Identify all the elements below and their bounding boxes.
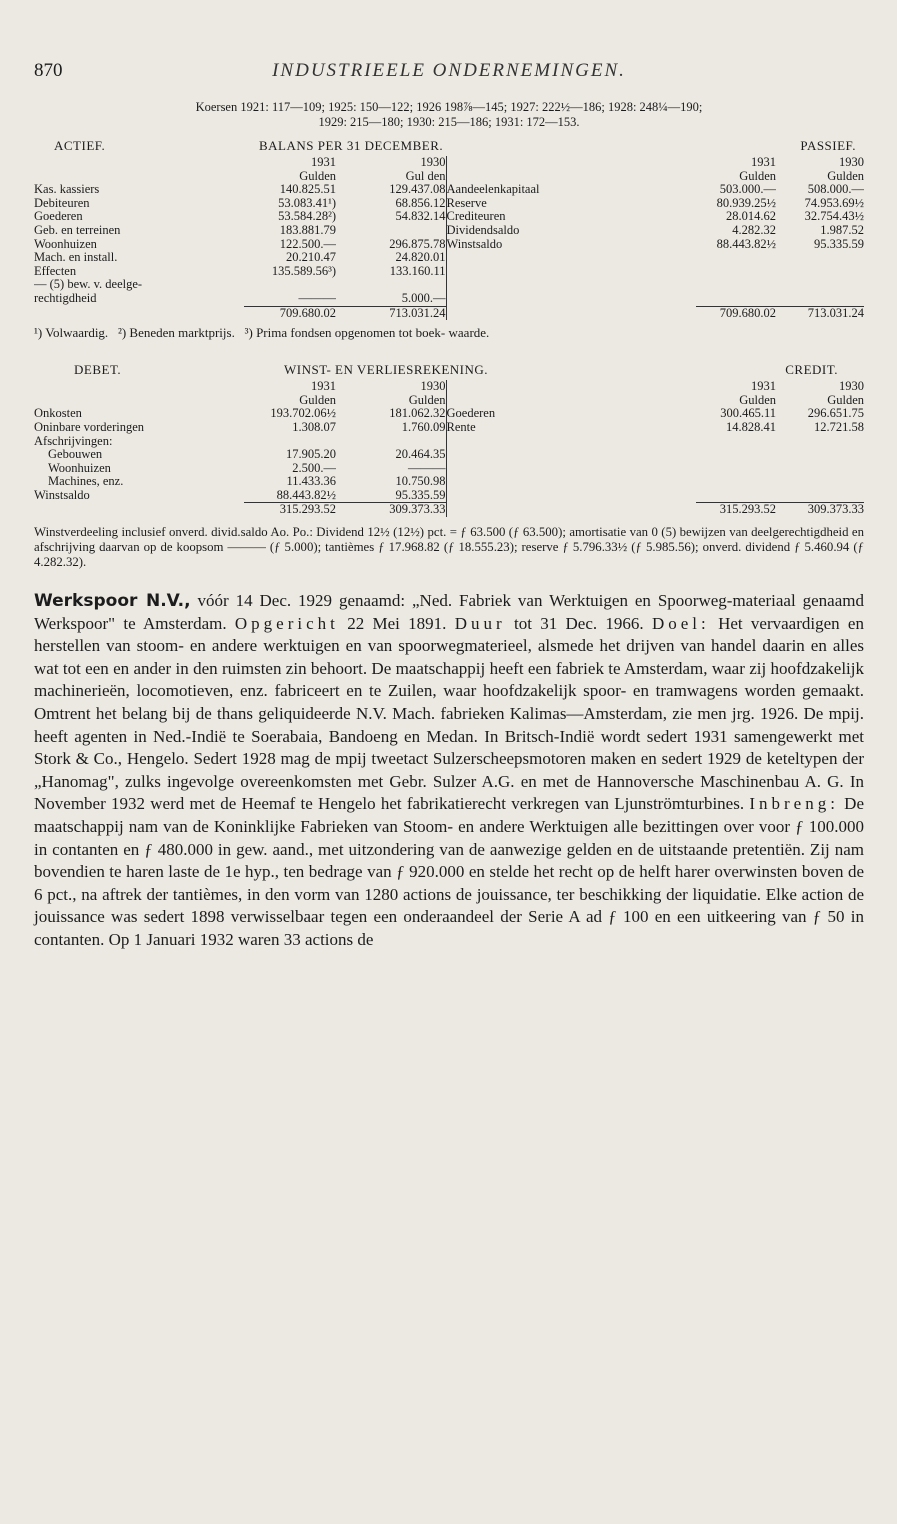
koersen-line-1: Koersen 1921: 117—109; 1925: 150—122; 1926 198⅞—145; 1927: 222½—186; 1928: 248¼—190; xyxy=(195,100,703,114)
winst-row xyxy=(34,475,864,489)
value-1930 xyxy=(776,448,864,462)
right-label: Crediteuren xyxy=(446,210,696,224)
value-1930: 181.062.32 xyxy=(389,407,446,421)
year-1930: 1930 xyxy=(420,156,446,169)
value-1931: 193.702.06½ xyxy=(270,407,336,421)
footnote-2: ²) Beneden marktprijs. xyxy=(117,325,235,341)
winst-title: WINST- EN VERLIESREKENING. xyxy=(284,362,489,378)
right-label xyxy=(446,278,696,292)
left-label: Geb. en terreinen xyxy=(34,223,121,237)
value-1930 xyxy=(336,278,446,292)
koersen-line xyxy=(34,100,864,130)
balans-row xyxy=(34,183,864,197)
total-value: 709.680.02 xyxy=(244,306,336,320)
page-number: 870 xyxy=(34,60,63,81)
value-1931 xyxy=(696,475,776,489)
company-name: Werkspoor N.V., xyxy=(34,591,191,612)
value-1930: 133.160.11 xyxy=(389,264,446,278)
value-1930 xyxy=(776,435,864,449)
value-1930: 10.750.98 xyxy=(395,475,446,489)
value-1931 xyxy=(696,435,776,449)
unit-label: Gulden xyxy=(299,393,336,407)
value-1930 xyxy=(776,278,864,292)
value-1931 xyxy=(696,489,776,503)
left-label: rechtigdheid xyxy=(34,291,97,305)
value-1930: 12.721.58 xyxy=(814,420,864,434)
balans-row xyxy=(34,210,864,224)
right-label xyxy=(446,448,696,462)
article-text: De maatschappij nam van de Koninklijke Fabrieken van Stoom- en andere Werktuigen alle bezittingen over voor ƒ 100.000 in contanten en ƒ 480.000 in gew. aand., met uitzondering van de aanwezige gelden en de uitstaande pretentiën. Zij nam bovendien te haren laste de 1e hyp., ten bedrage van ƒ 920.000 en stelde het recht op de helft harer overwinsten boven de 6 pct., na aftrek der tantièmes, in den vorm van 1280 actions de jouissance, ter beschikking der liquidatie. Elke action de jouissance was sedert 1898 verwisselbaar tegen een onderaandeel der Serie A ad ƒ 100 en een uitkeering van ƒ 50 in contanten. Op 1 Januari 1932 waren 33 actions de xyxy=(34,794,865,949)
value-1930: 95.335.59 xyxy=(814,237,864,251)
value-1931 xyxy=(696,251,776,265)
winst-row xyxy=(34,462,864,476)
value-1930: ——— xyxy=(408,461,446,475)
total-value: 709.680.02 xyxy=(696,306,776,320)
winst-row xyxy=(34,489,864,503)
left-label: Oninbare vorderingen xyxy=(34,420,145,434)
running-title: INDUSTRIEELE ONDERNEMINGEN. xyxy=(272,60,626,81)
value-1931: 53.083.41¹) xyxy=(278,196,336,210)
winst-table xyxy=(34,380,864,517)
winst-row xyxy=(34,448,864,462)
company-article xyxy=(34,590,864,952)
passief-label: PASSIEF. xyxy=(800,138,856,153)
left-label: Onkosten xyxy=(34,407,82,421)
value-1930: 1.987.52 xyxy=(820,223,864,237)
balans-unit-row xyxy=(34,170,864,184)
value-1931 xyxy=(696,265,776,279)
left-label: Kas. kassiers xyxy=(34,183,100,197)
value-1930 xyxy=(776,475,864,489)
right-label xyxy=(446,475,696,489)
right-label xyxy=(446,251,696,265)
winstverdeeling-paragraph: Winstverdeeling inclusief onverd. divid.saldo Ao. Po.: Dividend 12½ (12½) pct. = ƒ 63.500 (ƒ 63.500); amortisatie van 0 (5) bewijzen van deelgerechtigdheid en afschrijving daarvan op de koopsom ——— (ƒ 5.000); tantièmes ƒ 17.968.82 (ƒ 18.555.23); reserve ƒ 5.796.33½ (ƒ 5.985.56); onverd. dividend ƒ 5.460.94 (ƒ 4.282.32). xyxy=(34,525,864,570)
year-1930: 1930 xyxy=(839,380,864,394)
unit-label: Gul den xyxy=(405,169,446,183)
winst-row xyxy=(34,435,864,449)
left-label: Woonhuizen xyxy=(48,461,111,475)
value-1931: 28.014.62 xyxy=(726,210,776,224)
value-1930 xyxy=(776,265,864,279)
balans-heading xyxy=(34,138,864,156)
value-1931: 88.443.82½ xyxy=(716,237,776,251)
value-1930 xyxy=(776,251,864,265)
value-1931: 140.825.51 xyxy=(279,183,336,197)
keyword-inbreng: Inbreng: xyxy=(749,794,839,814)
value-1930 xyxy=(776,462,864,476)
value-1930: 129.437.08 xyxy=(389,183,446,197)
balans-table xyxy=(34,156,864,320)
value-1931: 88.443.82½ xyxy=(276,488,336,502)
value-1930: 68.856.12 xyxy=(395,196,446,210)
winst-row xyxy=(34,421,864,435)
balans-row xyxy=(34,278,864,292)
value-1930: 1.760.09 xyxy=(401,420,446,434)
value-1931: 1.308.07 xyxy=(292,420,336,434)
value-1931 xyxy=(696,462,776,476)
value-1931: 135.589.56³) xyxy=(271,264,336,278)
koersen-line-2: 1929: 215—180; 1930: 215—186; 1931: 172—153. xyxy=(318,115,580,129)
value-1930: 508.000.— xyxy=(807,183,864,197)
keyword-duur: Duur xyxy=(454,613,506,633)
winst-unit-row xyxy=(34,394,864,408)
document-page xyxy=(34,60,864,952)
value-1930: 54.832.14 xyxy=(395,210,446,224)
value-1930: 296.875.78 xyxy=(389,237,446,251)
year-1931: 1931 xyxy=(751,380,776,394)
year-1931: 1931 xyxy=(311,156,336,169)
actief-label: ACTIEF. xyxy=(54,138,106,153)
total-value: 315.293.52 xyxy=(244,503,336,517)
balans-row xyxy=(34,251,864,265)
right-label xyxy=(446,435,696,449)
total-value: 713.031.24 xyxy=(336,306,446,320)
value-1931: 14.828.41 xyxy=(726,420,776,434)
value-1930: 5.000.— xyxy=(401,291,446,305)
year-1930: 1930 xyxy=(420,380,446,394)
winst-heading xyxy=(34,362,864,380)
value-1930 xyxy=(336,224,446,238)
value-1930: 32.754.43½ xyxy=(804,210,864,224)
value-1931: 2.500.— xyxy=(292,461,336,475)
value-1930: 74.953.69½ xyxy=(804,196,864,210)
balans-row xyxy=(34,265,864,279)
value-1931 xyxy=(696,292,776,306)
balans-row xyxy=(34,224,864,238)
total-value: 713.031.24 xyxy=(776,306,864,320)
winst-row xyxy=(34,407,864,421)
total-value: 309.373.33 xyxy=(336,503,446,517)
balans-year-row xyxy=(34,156,864,170)
article-text: Het vervaardigen en herstellen van stoom- en andere werktuigen en van spoorwegmaterieel, alsmede het drijven van handel daarin en alles wat tot een en ander in den ruimsten zin behoort. De maatschappij heeft een fabriek te Amsterdam, waar zij hoofdzakelijk machinerieën, locomotieven, enz. fabriceert en te Zuilen, waar hoofdzakelijk spoor- en tramwagens worden gemaakt. Omtrent het belang bij de thans geliquideerde N.V. Mach. fabrieken Kalimas—Amsterdam, zie men jrg. 1926. De mpij. heeft agenten in Ned.-Indië te Soerabaia, Bandoeng en Medan. In Britsch-Indië wordt sedert 1931 samengewerkt met Stork & Co., Hengelo. Sedert 1928 mag de mpij tweetact Sulzerscheepsmotoren maken en sedert 1929 de keteltypen der „Hanomag", zulks ingevolge overeenkomsten met Gebr. Sulzer A.G. en met de Hannoversche Maschinenbau A. G. In November 1932 werd met de Heemaf te Hengelo het fabrikatierecht verkregen van Ljunströmturbines. xyxy=(34,613,864,814)
left-label: Woonhuizen xyxy=(34,237,97,251)
balans-row xyxy=(34,197,864,211)
right-label: Rente xyxy=(446,421,696,435)
left-label: Winstsaldo xyxy=(34,488,90,502)
value-1931 xyxy=(696,278,776,292)
left-label: Gebouwen xyxy=(48,448,103,462)
balans-row xyxy=(34,292,864,306)
right-label: Aandeelenkapitaal xyxy=(446,183,696,197)
value-1930: 20.464.35 xyxy=(395,448,446,462)
unit-label: Gulden xyxy=(827,393,864,407)
footnote-3-cont: waarde. xyxy=(448,325,490,341)
footnote-1: ¹) Volwaardig. xyxy=(34,325,109,341)
winst-totals-row xyxy=(34,503,864,517)
right-label: Dividendsaldo xyxy=(446,224,696,238)
right-label: Goederen xyxy=(446,407,696,421)
right-label xyxy=(446,265,696,279)
keyword-opgericht: Opgericht xyxy=(234,613,339,633)
total-value: 315.293.52 xyxy=(696,503,776,517)
unit-label: Gulden xyxy=(299,169,336,183)
value-1931 xyxy=(244,278,336,292)
right-label: Winstsaldo xyxy=(446,238,696,252)
balans-row xyxy=(34,238,864,252)
footnote-3: ³) Prima fondsen opgenomen tot boek- xyxy=(244,325,446,341)
value-1931 xyxy=(244,435,336,449)
right-label: Reserve xyxy=(446,197,696,211)
value-1931: 11.433.36 xyxy=(286,475,336,489)
value-1931 xyxy=(696,448,776,462)
value-1930: 296.651.75 xyxy=(807,407,864,421)
keyword-doel: Doel: xyxy=(651,613,710,633)
debet-label: DEBET. xyxy=(74,362,122,378)
article-text: tot 31 Dec. 1966. xyxy=(505,613,652,633)
right-label xyxy=(446,292,696,306)
article-text: 22 Mei 1891. xyxy=(338,613,455,633)
credit-label: CREDIT. xyxy=(785,362,838,378)
year-1931: 1931 xyxy=(751,156,776,169)
left-label: Effecten xyxy=(34,264,77,278)
value-1931: 4.282.32 xyxy=(732,223,776,237)
value-1931: 53.584.28²) xyxy=(278,210,336,224)
left-label: — (5) bew. v. deelge- xyxy=(34,278,143,292)
value-1930: 95.335.59 xyxy=(395,488,446,502)
year-1930: 1930 xyxy=(839,156,864,169)
balans-totals-row xyxy=(34,306,864,320)
right-label xyxy=(446,462,696,476)
value-1931: 300.465.11 xyxy=(720,407,776,421)
left-label: Mach. en install. xyxy=(34,251,118,265)
value-1931: 122.500.— xyxy=(279,237,336,251)
right-label xyxy=(446,489,696,503)
unit-label: Gulden xyxy=(827,169,864,183)
footnotes xyxy=(34,326,864,340)
left-label: Goederen xyxy=(34,210,83,224)
value-1930 xyxy=(776,292,864,306)
value-1931: 503.000.— xyxy=(719,183,776,197)
left-label: Debiteuren xyxy=(34,196,90,210)
value-1931: ——— xyxy=(298,291,336,305)
balans-title: BALANS PER 31 DECEMBER. xyxy=(259,138,444,153)
value-1931: 20.210.47 xyxy=(286,251,336,265)
unit-label: Gulden xyxy=(739,169,776,183)
total-value: 309.373.33 xyxy=(776,503,864,517)
running-header xyxy=(34,60,864,94)
article-text: vóór 14 Dec. 1929 genaamd: „Ned. Fabriek van Werktuigen en Spoorweg-materiaal genaamd Werkspoor" te Amsterdam. xyxy=(34,591,864,633)
value-1930 xyxy=(776,489,864,503)
left-label: Afschrijvingen: xyxy=(34,434,113,448)
unit-label: Gulden xyxy=(739,393,776,407)
value-1930: 24.820.01 xyxy=(395,251,446,265)
value-1930 xyxy=(336,435,446,449)
value-1931: 80.939.25½ xyxy=(716,196,776,210)
year-1931: 1931 xyxy=(311,380,336,394)
value-1931: 17.905.20 xyxy=(286,448,336,462)
value-1931: 183.881.79 xyxy=(279,223,336,237)
unit-label: Gulden xyxy=(408,393,446,407)
left-label: Machines, enz. xyxy=(48,475,124,489)
winst-year-row xyxy=(34,380,864,394)
